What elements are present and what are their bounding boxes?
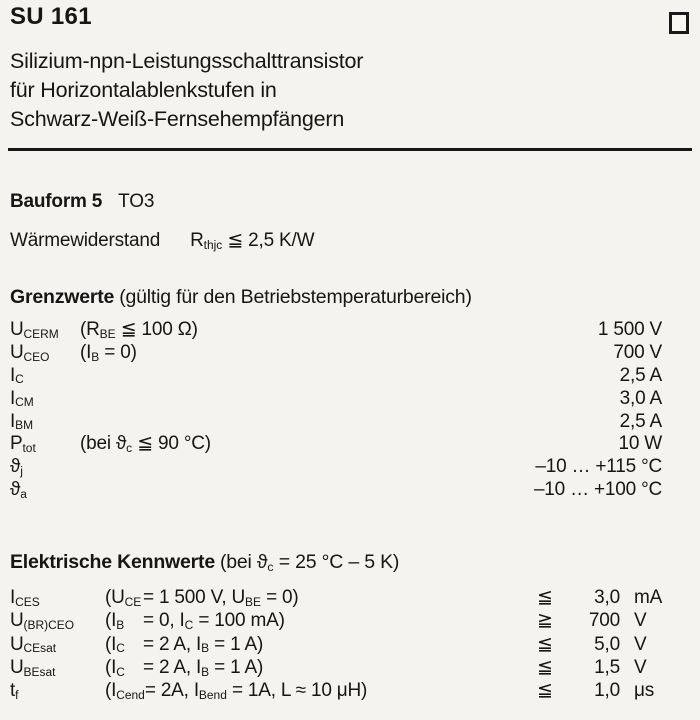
param-symbol: $U_{(BR)CEO}$ — [10, 610, 75, 632]
relation-sign: ≧ — [537, 610, 553, 632]
param-symbol: $I_{CES}$ — [10, 587, 40, 609]
param-value: 3,0 — [594, 587, 620, 608]
param-value: 1 500 V — [597, 319, 662, 340]
relation-sign: ≦ — [537, 587, 553, 608]
kennwerte-note: (bei $ϑ_c = 25$ °C – 5 K) — [219, 551, 400, 574]
table-row — [10, 319, 662, 342]
param-value: 1,5 — [594, 656, 620, 678]
param-value: 1,0 — [594, 680, 620, 702]
grenzwerte-heading — [10, 286, 472, 309]
param-value: –10 … +115 °C — [535, 456, 662, 478]
table-row — [10, 586, 662, 609]
package-line — [10, 191, 154, 213]
table-row — [10, 633, 662, 656]
param-symbol: $U_{CEO}$ — [10, 341, 50, 364]
table-row — [10, 388, 662, 411]
param-condition: $(I_B = 0)$ — [80, 341, 137, 364]
table-row — [10, 365, 662, 388]
table-row — [10, 679, 662, 702]
param-symbol: $t_f$ — [10, 680, 19, 702]
param-condition: ($R_{BE}$ ≦ 100 Ω) — [80, 319, 198, 341]
param-symbol: $I_C$ — [10, 364, 24, 387]
thermal-value: $R_{thjc}$ ≦ 2,5 K/W — [190, 230, 315, 252]
param-unit: mA — [634, 587, 663, 608]
param-condition — [80, 411, 620, 434]
grenzwerte-note: (gültig für den Betriebstemperaturbereich) — [119, 286, 472, 308]
table-row — [10, 433, 662, 456]
param-value: 700 — [588, 610, 620, 632]
table-row — [10, 479, 662, 502]
param-condition — [80, 365, 620, 388]
table-row — [10, 342, 662, 365]
param-unit: μs — [634, 680, 655, 702]
subtitle-line: für Horizontalablenkstufen in — [10, 78, 277, 102]
param-symbol: $ϑ_a$ — [10, 479, 27, 501]
param-condition: ($U_{CE}= 1$ 500 V, $U_{BE} = 0$) — [105, 587, 299, 609]
param-condition: ($I_{Cend}= 2A$, $I_{Bend} = 1A$, L ≈ 10 μH) — [105, 680, 368, 702]
param-condition — [80, 456, 535, 479]
page-title: SU 161 — [10, 3, 92, 30]
param-symbol: $U_{CEsat}$ — [10, 633, 57, 656]
param-symbol: $I_{CM}$ — [10, 387, 34, 410]
param-value: 3,0 A — [619, 387, 662, 409]
param-value: 700 V — [613, 341, 662, 363]
param-symbol: $U_{BEsat}$ — [10, 656, 56, 679]
param-condition: ($I_B = 0$, $I_C = 100$ mA) — [105, 610, 285, 632]
relation-sign: ≦ — [537, 680, 553, 702]
table-row — [10, 609, 662, 632]
param-unit: V — [634, 656, 647, 678]
package-value: TO3 — [118, 191, 155, 212]
param-condition: ($I_C = 2$ A, $I_B = 1$ A) — [105, 633, 264, 656]
param-symbol: $U_{CERM}$ — [10, 319, 59, 341]
param-symbol: $ϑ_j$ — [10, 456, 23, 478]
param-condition: (bei $ϑ_c$ ≦ 90 °C) — [80, 433, 211, 456]
relation-sign: ≦ — [537, 633, 553, 655]
grenzwerte-title: Grenzwerte — [10, 286, 115, 308]
param-value: –10 … +100 °C — [533, 479, 662, 501]
grenzwerte-table — [10, 319, 662, 502]
param-unit: V — [634, 610, 647, 632]
param-value: 10 W — [618, 433, 662, 455]
package-label: Bauform 5 — [10, 191, 103, 212]
kennwerte-title: Elektrische Kennwerte — [10, 551, 215, 573]
divider-rule — [8, 148, 692, 151]
param-value: 2,5 A — [619, 364, 662, 386]
kennwerte-heading — [10, 551, 399, 574]
relation-sign: ≦ — [537, 656, 553, 678]
page-marker-icon — [669, 12, 689, 34]
thermal-resistance-line — [10, 229, 314, 252]
param-symbol: $I_{BM}$ — [10, 410, 34, 433]
param-unit: V — [634, 633, 647, 655]
table-row — [10, 656, 662, 679]
subtitle — [10, 47, 363, 134]
param-value: 5,0 — [594, 633, 620, 655]
param-value: 2,5 A — [619, 410, 662, 432]
kennwerte-table — [10, 586, 662, 702]
param-condition: ($I_C = 2$ A, $I_B = 1$ A) — [105, 656, 264, 679]
table-row — [10, 411, 662, 434]
param-condition — [80, 388, 620, 411]
subtitle-line: Schwarz-Weiß-Fernsehempfängern — [10, 107, 345, 131]
thermal-label: Wärmewiderstand — [10, 230, 161, 251]
param-symbol: $P_{tot}$ — [10, 433, 36, 456]
table-row — [10, 456, 662, 479]
param-condition — [80, 479, 534, 502]
subtitle-line: Silizium-npn-Leistungsschalttransistor — [10, 49, 364, 73]
